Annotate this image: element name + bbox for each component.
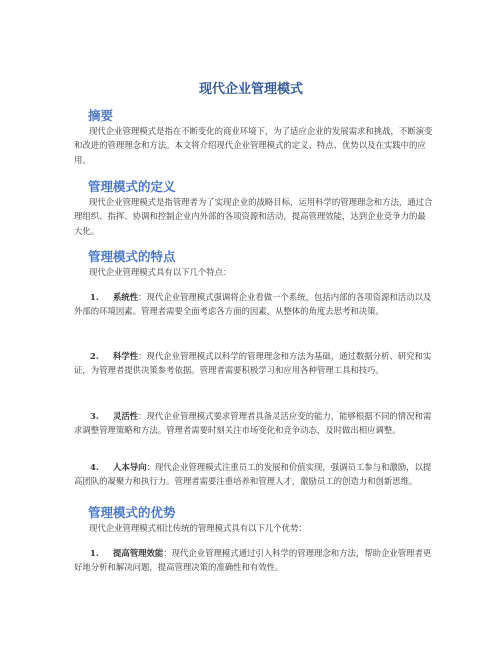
list-item-term: 灵活性	[113, 411, 139, 421]
heading-advantages: 管理模式的优势	[88, 505, 176, 520]
list-item-term: 系统性	[113, 292, 139, 302]
heading-features: 管理模式的特点	[88, 249, 176, 264]
list-item-number: 1.	[90, 548, 99, 558]
list-item-text: 现代企业管理模式强调将企业看做一个系统，包括内部的各项资源和活动以及外部的环境因素。管理者需要全面考虑各方面的因素，从整体的角度去思考和决策。	[74, 292, 432, 317]
list-item-feature-2	[74, 349, 434, 378]
list-item-feature-4	[74, 460, 434, 489]
heading-definition: 管理模式的定义	[88, 179, 176, 194]
document-title: 现代企业管理模式	[198, 82, 303, 97]
list-item-term: 提高管理效能	[113, 548, 164, 558]
list-item-separator: ：	[138, 292, 147, 302]
list-item-text: 现代企业管理模式要求管理者具备灵活应变的能力，能够根据不同的情况和需求调整管理策略和方法。管理者需要时刻关注市场变化和竞争动态，及时做出相应调整。	[74, 411, 432, 436]
list-item-term: 人本导向	[113, 462, 147, 472]
list-item-term: 科学性	[113, 351, 139, 361]
list-item-advantage-1	[74, 546, 434, 575]
list-item-text: 现代企业管理模式通过引入科学的管理理念和方法，帮助企业管理者更好地分析和解决问题，提高管理决策的准确性和有效性。	[74, 548, 432, 573]
list-item-separator: ：	[138, 351, 147, 361]
list-item-text: 现代企业管理模式注重员工的发展和价值实现，强调员工参与和激励，以提高团队的凝聚力和执行力。管理者需要注重培养和管理人才，激励员工的创造力和创新思维。	[74, 462, 432, 487]
heading-abstract: 摘要	[88, 108, 114, 123]
paragraph-definition: 现代企业管理模式是指管理者为了实现企业的战略目标，运用科学的管理理念和方法，通过合理组织、指挥、协调和控制企业内外部的各项资源和活动，提高管理效能，达到企业竞争力的最大化。	[74, 197, 433, 236]
list-item-separator: ：	[138, 411, 147, 421]
list-item-separator: ：	[146, 462, 155, 472]
list-item-number: 2.	[90, 351, 99, 361]
list-item-number: 4.	[90, 462, 99, 472]
list-item-feature-3	[74, 409, 434, 438]
list-item-feature-1	[74, 290, 434, 319]
paragraph-abstract: 现代企业管理模式是指在不断变化的商业环境下，为了适应企业的发展需求和挑战，不断演变和改进的管理理念和方法。本文将介绍现代企业管理模式的定义、特点、优势以及在实践中的应用。	[74, 126, 433, 165]
list-item-number: 1.	[90, 292, 99, 302]
paragraph-features-intro: 现代企业管理模式具有以下几个特点：	[89, 267, 232, 277]
paragraph-advantages-intro: 现代企业管理模式相比传统的管理模式具有以下几个优势：	[89, 523, 307, 533]
list-item-number: 3.	[90, 411, 99, 421]
list-item-separator: ：	[163, 548, 172, 558]
list-item-text: 现代企业管理模式以科学的管理理念和方法为基础，通过数据分析、研究和实证，为管理者提供决策参考依据。管理者需要积极学习和应用各种管理工具和技巧。	[74, 351, 432, 376]
